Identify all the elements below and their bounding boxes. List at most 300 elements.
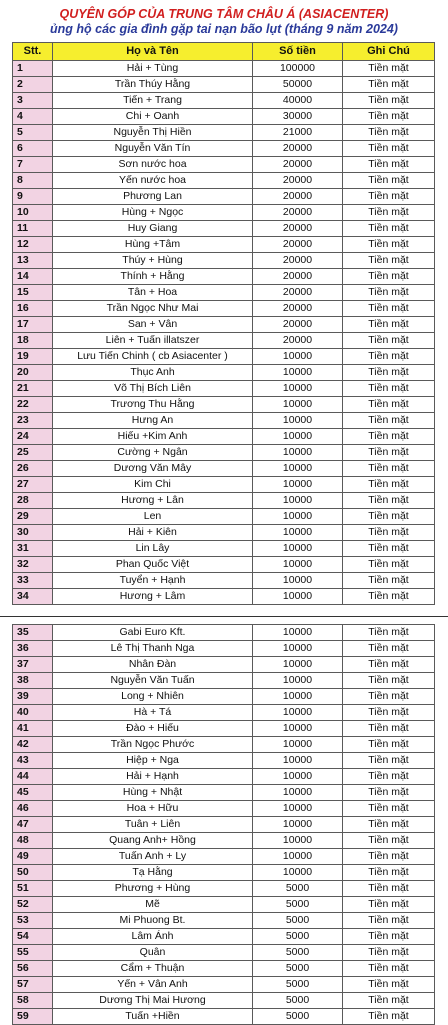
row-stt: 56: [13, 961, 53, 977]
row-stt: 10: [13, 205, 53, 221]
row-note: Tiền mặt: [343, 913, 435, 929]
row-amount: 20000: [253, 221, 343, 237]
table-row: [13, 785, 435, 801]
row-stt: 50: [13, 865, 53, 881]
table-row: [13, 333, 435, 349]
row-stt: 34: [13, 589, 53, 605]
row-amount: 20000: [253, 157, 343, 173]
table-row: [13, 77, 435, 93]
table-row: [13, 221, 435, 237]
row-amount: 10000: [253, 849, 343, 865]
donation-table-part2: [12, 624, 435, 1025]
row-amount: 5000: [253, 913, 343, 929]
row-note: Tiền mặt: [343, 429, 435, 445]
row-stt: 48: [13, 833, 53, 849]
row-note: Tiền mặt: [343, 785, 435, 801]
table-row: [13, 817, 435, 833]
table-row: [13, 125, 435, 141]
row-amount: 10000: [253, 445, 343, 461]
table-row: [13, 253, 435, 269]
row-name: Phương + Hùng: [53, 881, 253, 897]
row-name: Long + Nhiên: [53, 689, 253, 705]
row-amount: 5000: [253, 881, 343, 897]
row-note: Tiền mặt: [343, 493, 435, 509]
row-note: Tiền mặt: [343, 673, 435, 689]
row-note: Tiền mặt: [343, 413, 435, 429]
row-amount: 10000: [253, 477, 343, 493]
row-stt: 25: [13, 445, 53, 461]
row-name: Hải + Hạnh: [53, 769, 253, 785]
table-row: [13, 865, 435, 881]
row-note: Tiền mặt: [343, 625, 435, 641]
row-stt: 20: [13, 365, 53, 381]
row-note: Tiền mặt: [343, 365, 435, 381]
row-name: Tạ Hằng: [53, 865, 253, 881]
table-row: [13, 429, 435, 445]
row-amount: 20000: [253, 141, 343, 157]
column-header-stt: Stt.: [13, 43, 53, 61]
row-note: Tiền mặt: [343, 509, 435, 525]
page-title: QUYÊN GÓP CỦA TRUNG TÂM CHÂU Á (ASIACENTER): [59, 7, 389, 21]
table-row: [13, 641, 435, 657]
row-note: Tiền mặt: [343, 541, 435, 557]
row-stt: 32: [13, 557, 53, 573]
row-name: Đào + Hiếu: [53, 721, 253, 737]
table-row: [13, 573, 435, 589]
row-amount: 10000: [253, 349, 343, 365]
row-name: Hải + Tùng: [53, 61, 253, 77]
row-amount: 20000: [253, 269, 343, 285]
row-stt: 24: [13, 429, 53, 445]
row-stt: 33: [13, 573, 53, 589]
row-stt: 53: [13, 913, 53, 929]
row-note: Tiền mặt: [343, 61, 435, 77]
table-row: [13, 317, 435, 333]
row-amount: 10000: [253, 525, 343, 541]
row-note: Tiền mặt: [343, 397, 435, 413]
table-row: [13, 801, 435, 817]
row-name: Trần Ngọc Phước: [53, 737, 253, 753]
row-amount: 30000: [253, 109, 343, 125]
table-row: [13, 141, 435, 157]
row-note: Tiền mặt: [343, 317, 435, 333]
row-amount: 5000: [253, 897, 343, 913]
row-amount: 10000: [253, 737, 343, 753]
row-stt: 35: [13, 625, 53, 641]
row-note: Tiền mặt: [343, 897, 435, 913]
row-name: Hùng + Ngọc: [53, 205, 253, 221]
table-row: [13, 769, 435, 785]
row-note: Tiền mặt: [343, 929, 435, 945]
row-note: Tiền mặt: [343, 769, 435, 785]
table-row: [13, 929, 435, 945]
table-row: [13, 833, 435, 849]
row-amount: 20000: [253, 317, 343, 333]
row-note: Tiền mặt: [343, 189, 435, 205]
row-name: Hà + Tá: [53, 705, 253, 721]
table-row: [13, 349, 435, 365]
row-name: Tuấn +Hiền: [53, 1009, 253, 1025]
row-name: Sơn nước hoa: [53, 157, 253, 173]
table-row: [13, 109, 435, 125]
table-row: [13, 397, 435, 413]
row-amount: 10000: [253, 429, 343, 445]
table-row: [13, 461, 435, 477]
row-name: Trương Thu Hằng: [53, 397, 253, 413]
table-row: [13, 705, 435, 721]
row-amount: 10000: [253, 833, 343, 849]
row-amount: 5000: [253, 993, 343, 1009]
row-amount: 20000: [253, 301, 343, 317]
row-stt: 47: [13, 817, 53, 833]
row-stt: 12: [13, 237, 53, 253]
table-row: [13, 61, 435, 77]
table-row: [13, 381, 435, 397]
row-note: Tiền mặt: [343, 141, 435, 157]
row-stt: 13: [13, 253, 53, 269]
row-name: Yến nước hoa: [53, 173, 253, 189]
row-name: Hiệp + Nga: [53, 753, 253, 769]
row-note: Tiền mặt: [343, 301, 435, 317]
row-stt: 55: [13, 945, 53, 961]
row-name: Phan Quốc Việt: [53, 557, 253, 573]
row-name: Lê Thị Thanh Nga: [53, 641, 253, 657]
row-amount: 20000: [253, 253, 343, 269]
row-amount: 10000: [253, 625, 343, 641]
row-name: Quân: [53, 945, 253, 961]
row-stt: 9: [13, 189, 53, 205]
row-name: Cẩm + Thuận: [53, 961, 253, 977]
table-row: [13, 493, 435, 509]
row-note: Tiền mặt: [343, 573, 435, 589]
row-amount: 10000: [253, 769, 343, 785]
row-stt: 40: [13, 705, 53, 721]
row-name: Võ Thị Bích Liên: [53, 381, 253, 397]
row-name: Thục Anh: [53, 365, 253, 381]
row-stt: 59: [13, 1009, 53, 1025]
row-note: Tiền mặt: [343, 157, 435, 173]
row-stt: 27: [13, 477, 53, 493]
row-name: Gabi Euro Kft.: [53, 625, 253, 641]
row-amount: 10000: [253, 557, 343, 573]
row-amount: 10000: [253, 413, 343, 429]
page-divider: [0, 616, 448, 617]
row-note: Tiền mặt: [343, 349, 435, 365]
row-stt: 17: [13, 317, 53, 333]
table-row: [13, 173, 435, 189]
row-amount: 5000: [253, 977, 343, 993]
page-subtitle: ủng hộ các gia đình gặp tai nạn bão lụt (tháng 9 năm 2024): [50, 22, 398, 36]
table-row: [13, 285, 435, 301]
row-amount: 10000: [253, 589, 343, 605]
row-amount: 10000: [253, 865, 343, 881]
row-stt: 39: [13, 689, 53, 705]
row-note: Tiền mặt: [343, 801, 435, 817]
row-note: Tiền mặt: [343, 1009, 435, 1025]
row-note: Tiền mặt: [343, 125, 435, 141]
row-stt: 43: [13, 753, 53, 769]
row-stt: 54: [13, 929, 53, 945]
row-name: Lưu Tiến Chinh ( cb Asiacenter ): [53, 349, 253, 365]
row-name: Yến + Vân Anh: [53, 977, 253, 993]
table-row: [13, 721, 435, 737]
row-name: Hải + Kiên: [53, 525, 253, 541]
row-name: Lâm Ánh: [53, 929, 253, 945]
row-amount: 10000: [253, 541, 343, 557]
row-amount: 10000: [253, 461, 343, 477]
row-amount: 10000: [253, 573, 343, 589]
row-stt: 6: [13, 141, 53, 157]
row-note: Tiền mặt: [343, 817, 435, 833]
row-name: Hùng + Nhật: [53, 785, 253, 801]
row-stt: 16: [13, 301, 53, 317]
row-note: Tiền mặt: [343, 721, 435, 737]
row-name: Huy Giang: [53, 221, 253, 237]
row-note: Tiền mặt: [343, 445, 435, 461]
row-name: Kim Chi: [53, 477, 253, 493]
table-row: [13, 205, 435, 221]
column-header-note: Ghi Chú: [343, 43, 435, 61]
row-stt: 41: [13, 721, 53, 737]
row-note: Tiền mặt: [343, 109, 435, 125]
row-note: Tiền mặt: [343, 737, 435, 753]
row-amount: 20000: [253, 237, 343, 253]
row-amount: 21000: [253, 125, 343, 141]
row-stt: 11: [13, 221, 53, 237]
row-note: Tiền mặt: [343, 657, 435, 673]
table-row: [13, 525, 435, 541]
row-stt: 31: [13, 541, 53, 557]
row-amount: 100000: [253, 61, 343, 77]
row-stt: 21: [13, 381, 53, 397]
row-note: Tiền mặt: [343, 93, 435, 109]
row-note: Tiền mặt: [343, 641, 435, 657]
row-stt: 45: [13, 785, 53, 801]
row-stt: 42: [13, 737, 53, 753]
row-amount: 10000: [253, 673, 343, 689]
row-stt: 1: [13, 61, 53, 77]
row-stt: 36: [13, 641, 53, 657]
row-name: Nguyễn Thị Hiền: [53, 125, 253, 141]
row-name: Dương Thị Mai Hương: [53, 993, 253, 1009]
row-amount: 50000: [253, 77, 343, 93]
row-amount: 10000: [253, 801, 343, 817]
row-amount: 10000: [253, 721, 343, 737]
table-row: [13, 365, 435, 381]
row-amount: 40000: [253, 93, 343, 109]
row-name: Len: [53, 509, 253, 525]
table-row: [13, 93, 435, 109]
row-note: Tiền mặt: [343, 849, 435, 865]
table-row: [13, 849, 435, 865]
row-note: Tiền mặt: [343, 237, 435, 253]
row-name: Cường + Ngân: [53, 445, 253, 461]
row-name: Dương Văn Mây: [53, 461, 253, 477]
row-name: Hương + Lâm: [53, 589, 253, 605]
table-row: [13, 737, 435, 753]
row-amount: 10000: [253, 381, 343, 397]
table-row: [13, 557, 435, 573]
row-note: Tiền mặt: [343, 977, 435, 993]
table-row: [13, 589, 435, 605]
row-note: Tiền mặt: [343, 881, 435, 897]
row-amount: 10000: [253, 509, 343, 525]
row-name: Quang Anh+ Hồng: [53, 833, 253, 849]
table-row: [13, 269, 435, 285]
table-row: [13, 993, 435, 1009]
row-stt: 7: [13, 157, 53, 173]
row-note: Tiền mặt: [343, 557, 435, 573]
row-note: Tiền mặt: [343, 753, 435, 769]
row-note: Tiền mặt: [343, 205, 435, 221]
row-amount: 5000: [253, 929, 343, 945]
row-amount: 10000: [253, 493, 343, 509]
table-row: [13, 689, 435, 705]
row-note: Tiền mặt: [343, 381, 435, 397]
row-name: Mẽ: [53, 897, 253, 913]
row-note: Tiền mặt: [343, 461, 435, 477]
row-amount: 5000: [253, 961, 343, 977]
table-row: [13, 977, 435, 993]
row-name: Hương + Lân: [53, 493, 253, 509]
row-stt: 15: [13, 285, 53, 301]
row-name: Tân + Hoa: [53, 285, 253, 301]
row-name: Trần Thúy Hằng: [53, 77, 253, 93]
row-name: Tiến + Trang: [53, 93, 253, 109]
row-name: Trần Ngọc Như Mai: [53, 301, 253, 317]
row-amount: 10000: [253, 785, 343, 801]
row-stt: 22: [13, 397, 53, 413]
row-amount: 5000: [253, 945, 343, 961]
row-note: Tiền mặt: [343, 589, 435, 605]
row-stt: 14: [13, 269, 53, 285]
row-note: Tiền mặt: [343, 961, 435, 977]
row-note: Tiền mặt: [343, 945, 435, 961]
table-row: [13, 541, 435, 557]
row-note: Tiền mặt: [343, 285, 435, 301]
row-amount: 10000: [253, 689, 343, 705]
row-name: Hùng +Tâm: [53, 237, 253, 253]
row-name: Hưng An: [53, 413, 253, 429]
row-stt: 46: [13, 801, 53, 817]
row-name: Hiếu +Kim Anh: [53, 429, 253, 445]
table-row: [13, 237, 435, 253]
row-stt: 26: [13, 461, 53, 477]
row-name: San + Vân: [53, 317, 253, 333]
row-amount: 10000: [253, 397, 343, 413]
row-note: Tiền mặt: [343, 333, 435, 349]
row-stt: 30: [13, 525, 53, 541]
table-row: [13, 673, 435, 689]
row-note: Tiền mặt: [343, 865, 435, 881]
table-header-row: [13, 43, 435, 61]
row-note: Tiền mặt: [343, 253, 435, 269]
row-name: Tuyển + Hạnh: [53, 573, 253, 589]
row-amount: 20000: [253, 285, 343, 301]
table-row: [13, 509, 435, 525]
row-note: Tiền mặt: [343, 993, 435, 1009]
row-stt: 44: [13, 769, 53, 785]
row-amount: 20000: [253, 205, 343, 221]
column-header-name: Họ và Tên: [53, 43, 253, 61]
table-row: [13, 1009, 435, 1025]
table-row: [13, 445, 435, 461]
table-row: [13, 413, 435, 429]
row-stt: 5: [13, 125, 53, 141]
row-stt: 51: [13, 881, 53, 897]
row-stt: 57: [13, 977, 53, 993]
row-stt: 3: [13, 93, 53, 109]
row-stt: 52: [13, 897, 53, 913]
table-row: [13, 301, 435, 317]
row-stt: 18: [13, 333, 53, 349]
row-name: Lin Lây: [53, 541, 253, 557]
row-amount: 20000: [253, 333, 343, 349]
row-name: Nguyễn Văn Tuấn: [53, 673, 253, 689]
row-amount: 5000: [253, 1009, 343, 1025]
row-name: Phương Lan: [53, 189, 253, 205]
table-row: [13, 157, 435, 173]
row-note: Tiền mặt: [343, 221, 435, 237]
column-header-amount: Số tiền: [253, 43, 343, 61]
table-row: [13, 881, 435, 897]
row-note: Tiền mặt: [343, 705, 435, 721]
table-row: [13, 625, 435, 641]
row-amount: 10000: [253, 753, 343, 769]
row-name: Mi Phuong Bt.: [53, 913, 253, 929]
row-note: Tiền mặt: [343, 833, 435, 849]
row-note: Tiền mặt: [343, 689, 435, 705]
table-row: [13, 897, 435, 913]
row-note: Tiền mặt: [343, 525, 435, 541]
table-row: [13, 477, 435, 493]
row-stt: 4: [13, 109, 53, 125]
row-note: Tiền mặt: [343, 173, 435, 189]
row-stt: 23: [13, 413, 53, 429]
table-row: [13, 189, 435, 205]
row-note: Tiền mặt: [343, 269, 435, 285]
donation-table-part1: [12, 42, 435, 605]
row-amount: 10000: [253, 657, 343, 673]
row-amount: 10000: [253, 817, 343, 833]
row-name: Tuấn Anh + Ly: [53, 849, 253, 865]
row-note: Tiền mặt: [343, 477, 435, 493]
row-stt: 8: [13, 173, 53, 189]
row-name: Thúy + Hùng: [53, 253, 253, 269]
row-amount: 20000: [253, 173, 343, 189]
row-name: Thính + Hằng: [53, 269, 253, 285]
row-name: Chi + Oanh: [53, 109, 253, 125]
row-amount: 10000: [253, 705, 343, 721]
row-name: Nhân Đàn: [53, 657, 253, 673]
row-stt: 29: [13, 509, 53, 525]
row-amount: 20000: [253, 189, 343, 205]
table-row: [13, 913, 435, 929]
row-stt: 49: [13, 849, 53, 865]
row-stt: 19: [13, 349, 53, 365]
row-note: Tiền mặt: [343, 77, 435, 93]
row-amount: 10000: [253, 641, 343, 657]
table-row: [13, 961, 435, 977]
row-name: Hoa + Hữu: [53, 801, 253, 817]
table-row: [13, 753, 435, 769]
row-name: Nguyễn Văn Tín: [53, 141, 253, 157]
row-stt: 38: [13, 673, 53, 689]
table-row: [13, 657, 435, 673]
row-stt: 28: [13, 493, 53, 509]
row-stt: 58: [13, 993, 53, 1009]
table-row: [13, 945, 435, 961]
